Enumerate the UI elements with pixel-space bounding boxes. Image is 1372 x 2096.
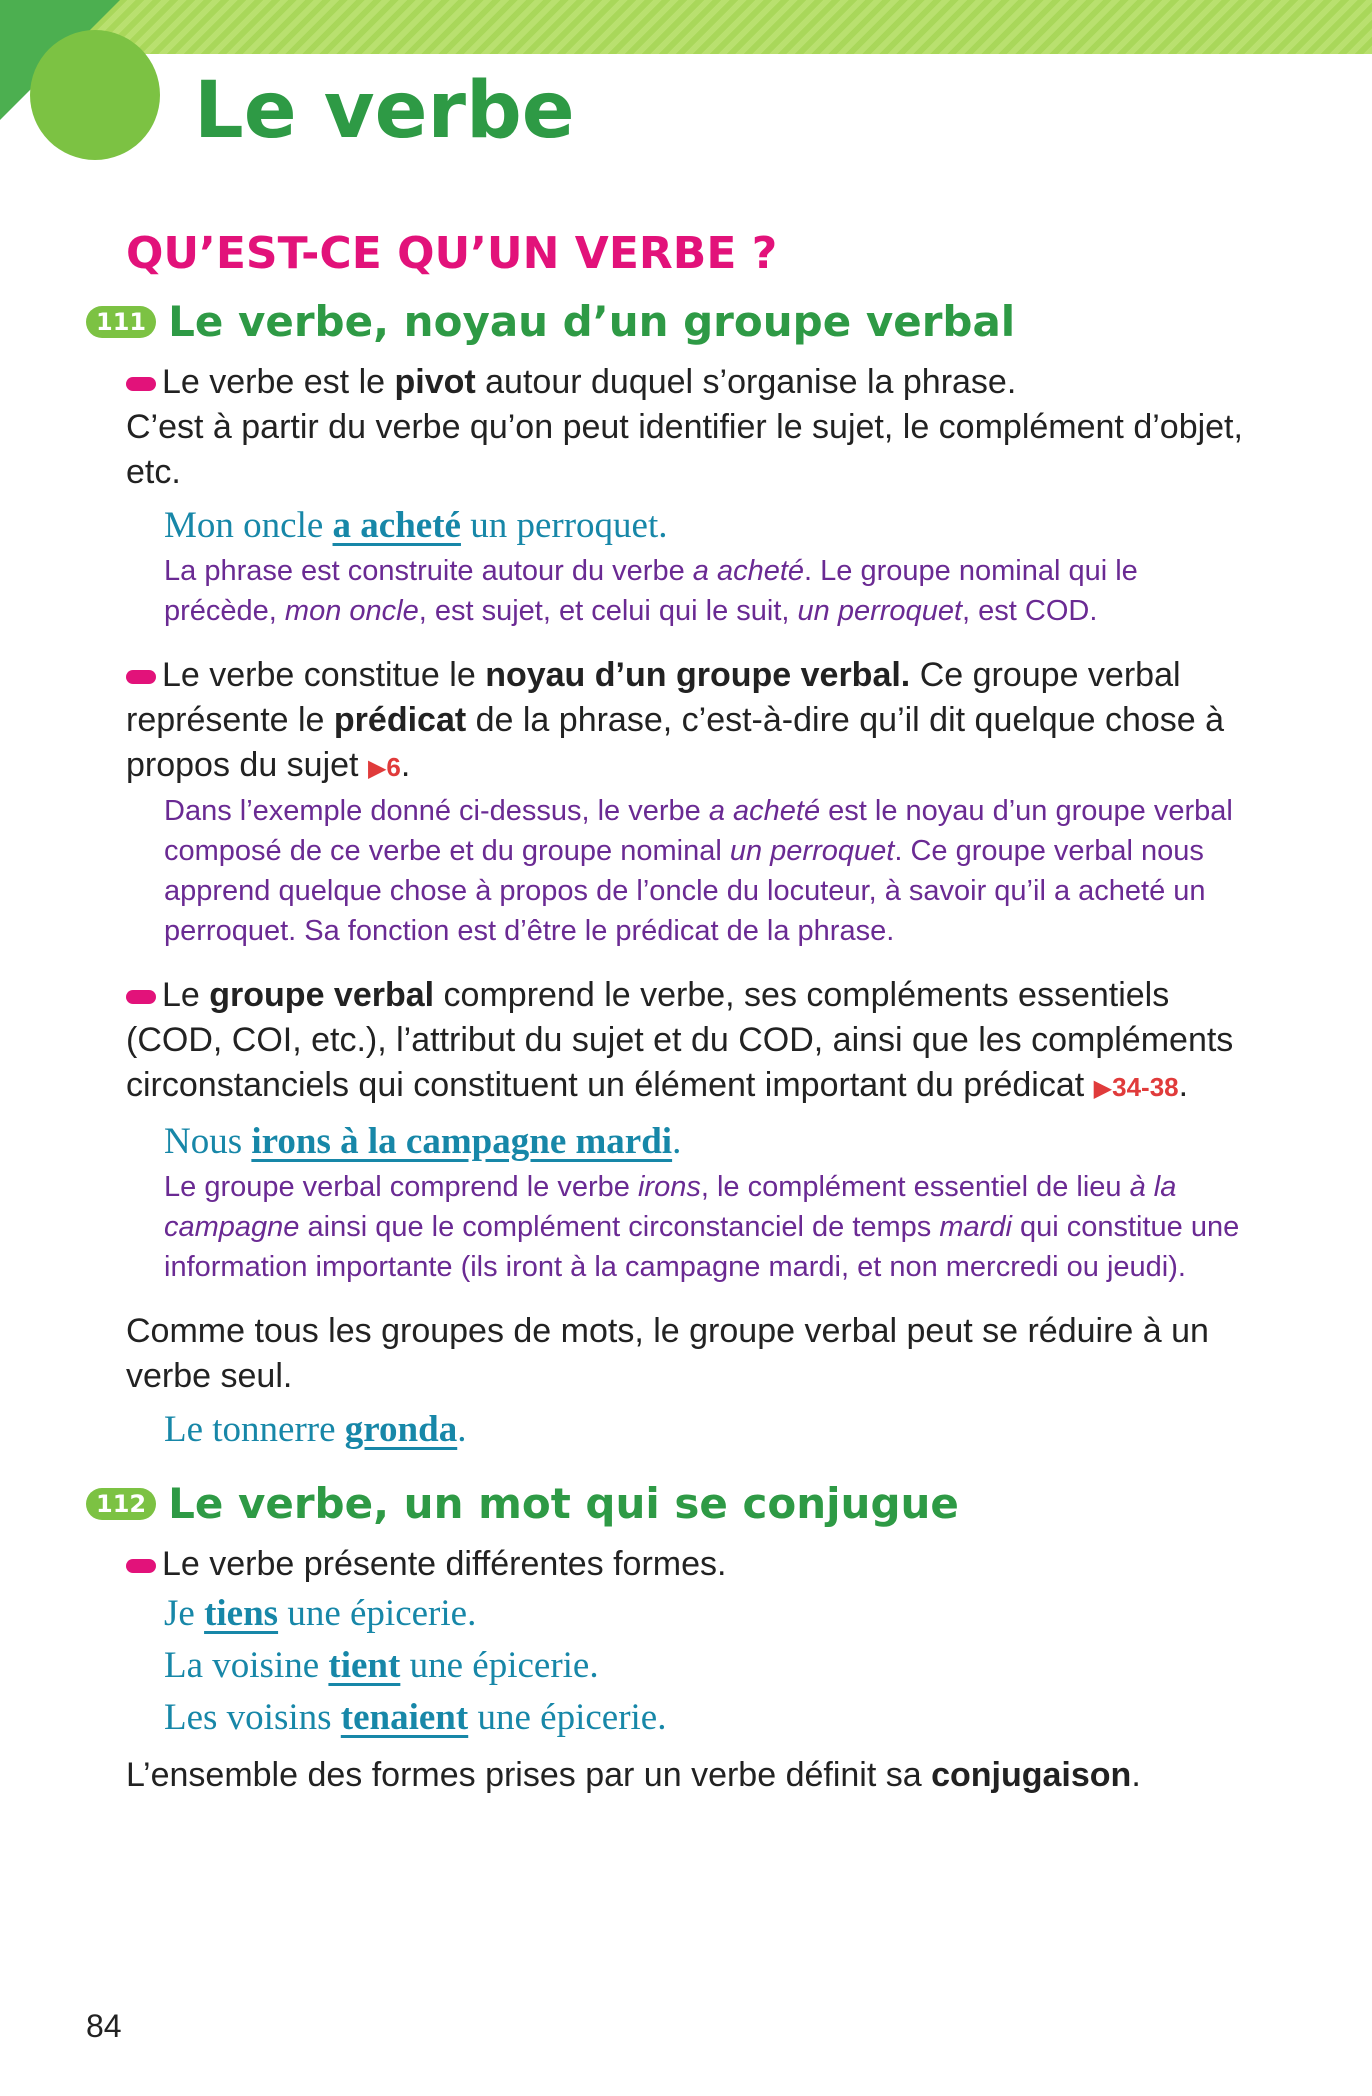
section-number-badge: 111 bbox=[86, 306, 156, 338]
main-question-heading: QU’EST-CE QU’UN VERBE ? bbox=[126, 228, 778, 279]
example-sentence: Nous irons à la campagne mardi. bbox=[164, 1121, 682, 1162]
example-sentence: Le tonnerre gronda. bbox=[164, 1409, 467, 1450]
example-sentence: Mon oncle a acheté un perroquet. bbox=[164, 505, 668, 546]
example-sentence: La voisine tient une épicerie. bbox=[164, 1645, 599, 1686]
paragraph-pivot: Le verbe est le pivot autour duquel s’organise la phrase. C’est à partir du verbe qu’on peut identifier le sujet, le complément d’objet, etc. bbox=[126, 363, 1243, 491]
page-content bbox=[96, 228, 1256, 1798]
section-title: Le verbe, noyau d’un groupe verbal bbox=[168, 297, 1016, 346]
cross-reference-link[interactable]: 34-38 bbox=[1112, 1072, 1179, 1102]
example-sentence: Les voisins tenaient une épicerie. bbox=[164, 1697, 667, 1738]
section-title: Le verbe, un mot qui se conjugue bbox=[168, 1479, 959, 1528]
bullet-icon bbox=[126, 1559, 156, 1573]
page-number: 84 bbox=[86, 2008, 122, 2044]
explanation-note: Dans l’exemple donné ci-dessus, le verbe a acheté est le noyau d’un groupe verbal composé de ce verbe et du groupe nominal un perroquet. Ce groupe verbal nous apprend quelque chose à propos de l’oncle du locuteur, à savoir qu’il a acheté un perroquet. Sa fonction est d’être le prédicat de la phrase. bbox=[164, 795, 1233, 947]
cross-reference-arrow-icon: ▶ bbox=[367, 755, 387, 782]
explanation-note: La phrase est construite autour du verbe a acheté. Le groupe nominal qui le précède, mon oncle, est sujet, et celui qui le suit, un perroquet, est COD. bbox=[164, 555, 1138, 627]
bullet-icon bbox=[126, 377, 156, 391]
paragraph-verbe-seul: Comme tous les groupes de mots, le groupe verbal peut se réduire à un verbe seul. bbox=[126, 1312, 1209, 1395]
section-heading-112 bbox=[86, 1479, 1256, 1528]
paragraph-noyau: Le verbe constitue le noyau d’un groupe verbal. Ce groupe verbal représente le prédicat de la phrase, c’est-à-dire qu’il dit quelque chose à propos du sujet ▶6. bbox=[126, 656, 1225, 784]
explanation-note: Le groupe verbal comprend le verbe irons, le complément essentiel de lieu à la campagne ainsi que le complément circonstanciel de temps mardi qui constitue une information importante (ils iront à la campagne mardi, et non mercredi ou jeudi). bbox=[164, 1171, 1240, 1283]
cross-reference-arrow-icon: ▶ bbox=[1093, 1075, 1113, 1102]
bullet-icon bbox=[126, 670, 156, 684]
example-sentence: Je tiens une épicerie. bbox=[164, 1593, 477, 1634]
chapter-title: Le verbe bbox=[194, 66, 575, 156]
paragraph-formes: Le verbe présente différentes formes. bbox=[126, 1542, 1256, 1587]
paragraph-conjugaison: L’ensemble des formes prises par un verbe définit sa conjugaison. bbox=[126, 1756, 1141, 1794]
section-number-badge: 112 bbox=[86, 1488, 156, 1520]
paragraph-groupe-verbal: Le groupe verbal comprend le verbe, ses compléments essentiels (COD, COI, etc.), l’attribut du sujet et du COD, ainsi que les compléments circonstanciels qui constituent un élément important du prédicat ▶34-38. bbox=[126, 976, 1234, 1104]
section-heading-111 bbox=[86, 297, 1256, 346]
bullet-icon bbox=[126, 990, 156, 1004]
chapter-circle-decoration bbox=[30, 30, 160, 160]
top-stripe-band bbox=[0, 0, 1372, 54]
cross-reference-link[interactable]: 6 bbox=[386, 752, 401, 782]
